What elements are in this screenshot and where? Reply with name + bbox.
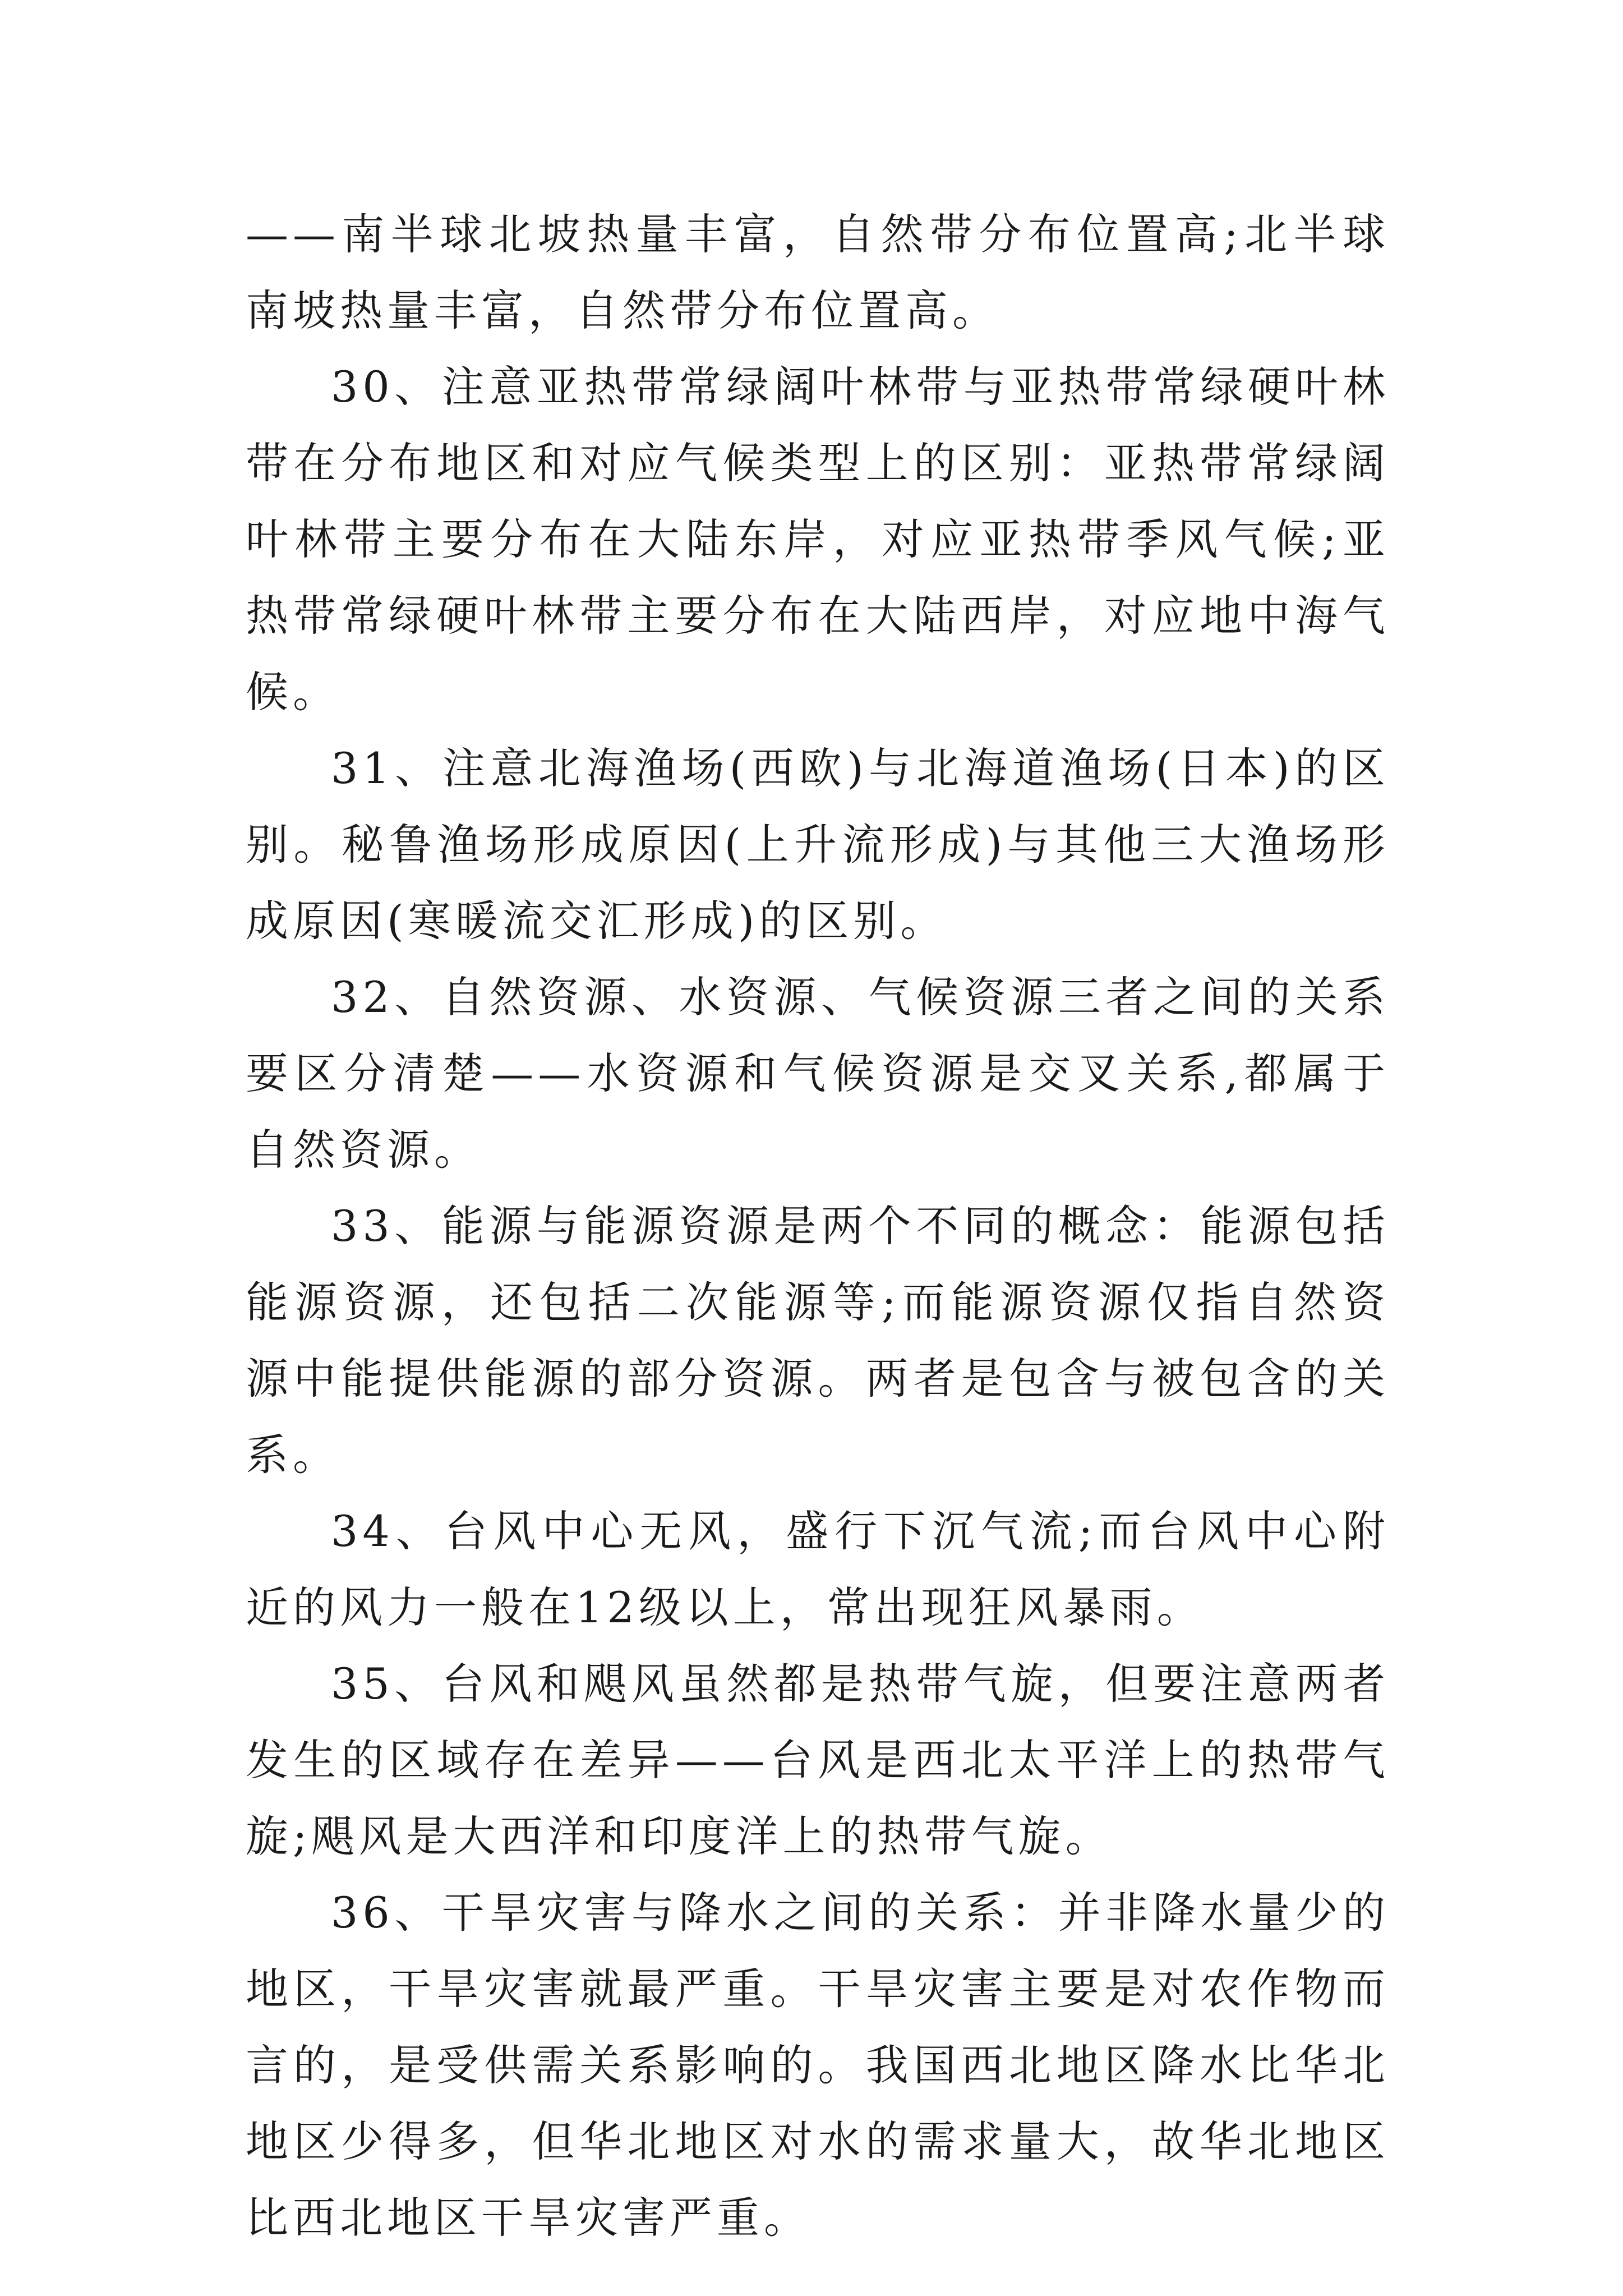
document-body bbox=[246, 196, 1390, 2256]
paragraph-33: 33、能源与能源资源是两个不同的概念：能源包括能源资源，还包括二次能源等;而能源资源仅指自然资源中能提供能源的部分资源。两者是包含与被包含的关系。 bbox=[246, 1201, 1390, 1480]
paragraph-30: 30、注意亚热带常绿阔叶林带与亚热带常绿硬叶林带在分布地区和对应气候类型上的区别：亚热带常绿阔叶林带主要分布在大陆东岸，对应亚热带季风气候;亚热带常绿硬叶林带主要分布在大陆西岸，对应地中海气候。 bbox=[246, 362, 1390, 717]
paragraph-32: 32、自然资源、水资源、气候资源三者之间的关系要区分清楚——水资源和气候资源是交叉关系,都属于自然资源。 bbox=[246, 972, 1390, 1175]
paragraph-35: 35、台风和飓风虽然都是热带气旋，但要注意两者发生的区域存在差异——台风是西北太平洋上的热带气旋;飓风是大西洋和印度洋上的热带气旋。 bbox=[246, 1659, 1390, 1861]
paragraph-34: 34、台风中心无风，盛行下沉气流;而台风中心附近的风力一般在12级以上，常出现狂风暴雨。 bbox=[246, 1506, 1390, 1632]
paragraph-36: 36、干旱灾害与降水之间的关系：并非降水量少的地区，干旱灾害就最严重。干旱灾害主要是对农作物而言的，是受供需关系影响的。我国西北地区降水比华北地区少得多，但华北地区对水的需求量大，故华北地区比西北地区干旱灾害严重。 bbox=[246, 1888, 1390, 2243]
paragraph-31: 31、注意北海渔场(西欧)与北海道渔场(日本)的区别。秘鲁渔场形成原因(上升流形成)与其他三大渔场形成原因(寒暖流交汇形成)的区别。 bbox=[246, 743, 1390, 946]
paragraph-continuation: ——南半球北坡热量丰富，自然带分布位置高;北半球南坡热量丰富，自然带分布位置高。 bbox=[246, 209, 1390, 335]
